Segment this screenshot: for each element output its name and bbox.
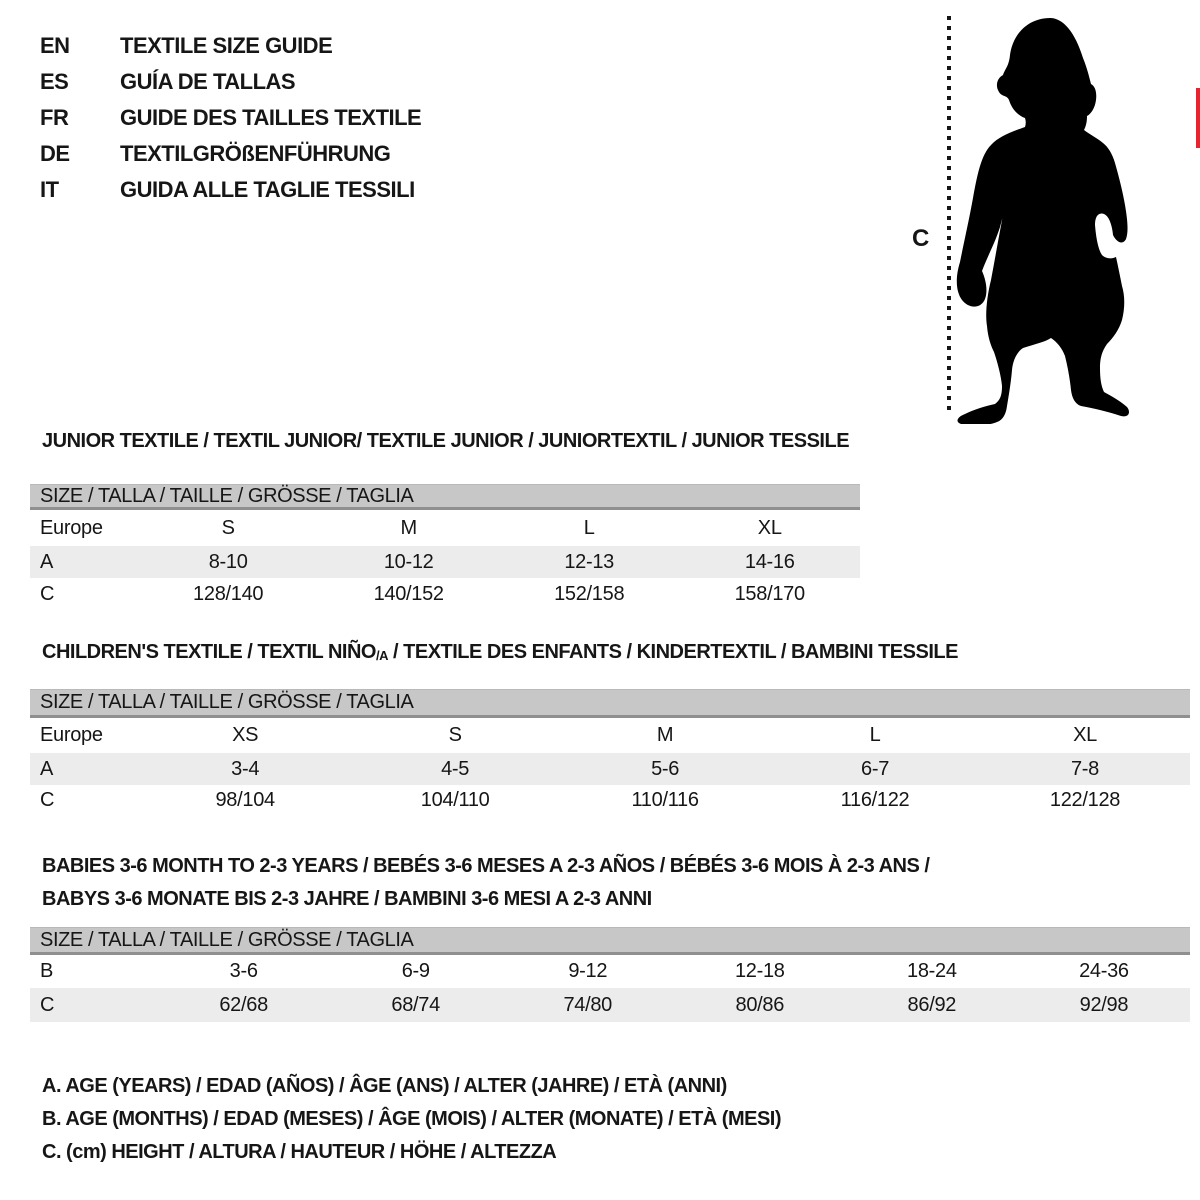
language-code: EN bbox=[40, 33, 70, 58]
language-label: GUIDE DES TAILLES TEXTILE bbox=[120, 105, 422, 130]
value-cell: 74/80 bbox=[502, 988, 674, 1022]
size-cell: M bbox=[400, 516, 417, 539]
height-measure-figure bbox=[898, 6, 1150, 424]
language-row-es bbox=[40, 64, 421, 100]
language-label: GUIDA ALLE TAGLIE TESSILI bbox=[120, 177, 415, 202]
value-cell: 3-4 bbox=[140, 753, 350, 785]
babies-heading-line1: BABIES 3-6 MONTH TO 2-3 YEARS / BEBÉS 3-6 MESES A 2-3 AÑOS / BÉBÉS 3-6 MOIS À 2-3 ANS / bbox=[42, 855, 930, 877]
value-cell: 158/170 bbox=[734, 583, 805, 605]
size-cell: S bbox=[448, 724, 462, 746]
language-code: FR bbox=[40, 105, 69, 130]
row-label: Europe bbox=[40, 516, 103, 539]
value-cell: 4-5 bbox=[350, 753, 560, 785]
table-row-height bbox=[30, 785, 1190, 816]
language-row-it bbox=[40, 172, 421, 208]
value-cell: 12-13 bbox=[499, 546, 680, 578]
measure-label-c: C bbox=[912, 225, 930, 252]
row-label: B bbox=[40, 960, 54, 982]
language-row-en bbox=[40, 28, 421, 64]
children-section-heading bbox=[42, 641, 958, 664]
value-cell: 6-7 bbox=[770, 753, 980, 785]
size-cell: L bbox=[869, 724, 881, 746]
language-row-fr bbox=[40, 100, 421, 136]
toddler-silhouette-path bbox=[957, 18, 1129, 424]
children-size-table bbox=[30, 689, 1190, 816]
table-row-europe bbox=[30, 510, 860, 546]
value-cell: 110/116 bbox=[631, 789, 699, 811]
table-row-age bbox=[30, 753, 1190, 785]
value-cell: 62/68 bbox=[158, 988, 330, 1022]
row-label: C bbox=[40, 583, 55, 605]
value-cell: 86/92 bbox=[846, 988, 1018, 1022]
language-code: ES bbox=[40, 69, 69, 94]
legend-line-a: A. AGE (YEARS) / EDAD (AÑOS) / ÂGE (ANS) / ALTER (JAHRE) / ETÀ (ANNI) bbox=[42, 1075, 727, 1097]
value-cell: 3-6 bbox=[229, 960, 258, 982]
size-cell: M bbox=[656, 724, 674, 746]
value-cell: 116/122 bbox=[840, 789, 910, 811]
babies-table bbox=[30, 955, 1190, 1022]
value-cell: 9-12 bbox=[568, 960, 608, 982]
value-cell: 8-10 bbox=[138, 546, 319, 578]
babies-size-table bbox=[30, 927, 1190, 1022]
size-cell: XL bbox=[757, 516, 782, 539]
language-row-de bbox=[40, 136, 421, 172]
value-cell: 68/74 bbox=[330, 988, 502, 1022]
row-label: Europe bbox=[40, 724, 103, 746]
size-header-bar: SIZE / TALLA / TAILLE / GRÖSSE / TAGLIA bbox=[30, 927, 1190, 955]
children-heading-rest: / TEXTILE DES ENFANTS / KINDERTEXTIL / BAMBINI TESSILE bbox=[387, 641, 958, 663]
legend bbox=[42, 1070, 781, 1169]
babies-heading-line2: BABYS 3-6 MONATE BIS 2-3 JAHRE / BAMBINI 3-6 MESI A 2-3 ANNI bbox=[42, 888, 652, 910]
row-label: A bbox=[30, 753, 140, 785]
language-label: TEXTILE SIZE GUIDE bbox=[120, 33, 333, 58]
size-cell: XS bbox=[232, 724, 259, 746]
size-cell: L bbox=[583, 516, 595, 539]
junior-table bbox=[30, 510, 860, 611]
size-cell: S bbox=[221, 516, 235, 539]
language-header bbox=[40, 28, 421, 208]
legend-line-b: B. AGE (MONTHS) / EDAD (MESES) / ÂGE (MOIS) / ALTER (MONATE) / ETÀ (MESI) bbox=[42, 1108, 782, 1130]
value-cell: 104/110 bbox=[420, 789, 490, 811]
table-row-height bbox=[30, 988, 1190, 1022]
value-cell: 24-36 bbox=[1079, 960, 1129, 982]
value-cell: 7-8 bbox=[980, 753, 1190, 785]
table-row-height bbox=[30, 578, 860, 611]
toddler-silhouette-icon bbox=[898, 6, 1150, 424]
row-label: C bbox=[30, 988, 158, 1022]
page-edge-marker bbox=[1196, 88, 1200, 148]
value-cell: 152/158 bbox=[554, 583, 625, 605]
table-row-age bbox=[30, 546, 860, 578]
row-label: C bbox=[40, 789, 55, 811]
value-cell: 80/86 bbox=[674, 988, 846, 1022]
value-cell: 12-18 bbox=[734, 960, 785, 982]
value-cell: 18-24 bbox=[907, 960, 957, 982]
size-header-bar: SIZE / TALLA / TAILLE / GRÖSSE / TAGLIA bbox=[30, 689, 1190, 718]
children-table bbox=[30, 718, 1190, 816]
value-cell: 14-16 bbox=[679, 546, 860, 578]
language-label: GUÍA DE TALLAS bbox=[120, 69, 296, 94]
value-cell: 140/152 bbox=[373, 583, 444, 605]
value-cell: 128/140 bbox=[193, 583, 264, 605]
value-cell: 98/104 bbox=[215, 789, 275, 811]
legend-line-c: C. (cm) HEIGHT / ALTURA / HAUTEUR / HÖHE / ALTEZZA bbox=[42, 1141, 557, 1163]
value-cell: 122/128 bbox=[1049, 789, 1121, 811]
value-cell: 6-9 bbox=[401, 960, 430, 982]
junior-section-heading: JUNIOR TEXTILE / TEXTIL JUNIOR/ TEXTILE JUNIOR / JUNIORTEXTIL / JUNIOR TESSILE bbox=[42, 430, 850, 452]
junior-size-table bbox=[30, 484, 860, 611]
language-code: IT bbox=[40, 177, 59, 202]
value-cell: 5-6 bbox=[560, 753, 770, 785]
value-cell: 92/98 bbox=[1018, 988, 1190, 1022]
language-code: DE bbox=[40, 141, 70, 166]
table-row-months bbox=[30, 955, 1190, 988]
table-row-europe bbox=[30, 718, 1190, 753]
babies-section-heading bbox=[42, 850, 929, 916]
value-cell: 10-12 bbox=[318, 546, 499, 578]
row-label: A bbox=[30, 546, 138, 578]
size-header-bar: SIZE / TALLA / TAILLE / GRÖSSE / TAGLIA bbox=[30, 484, 860, 510]
language-label: TEXTILGRÖßENFÜHRUNG bbox=[120, 141, 391, 166]
size-cell: XL bbox=[1073, 724, 1097, 746]
children-heading-main: CHILDREN'S TEXTILE / TEXTIL NIÑO bbox=[42, 641, 376, 663]
children-heading-sub: /A bbox=[375, 648, 388, 663]
